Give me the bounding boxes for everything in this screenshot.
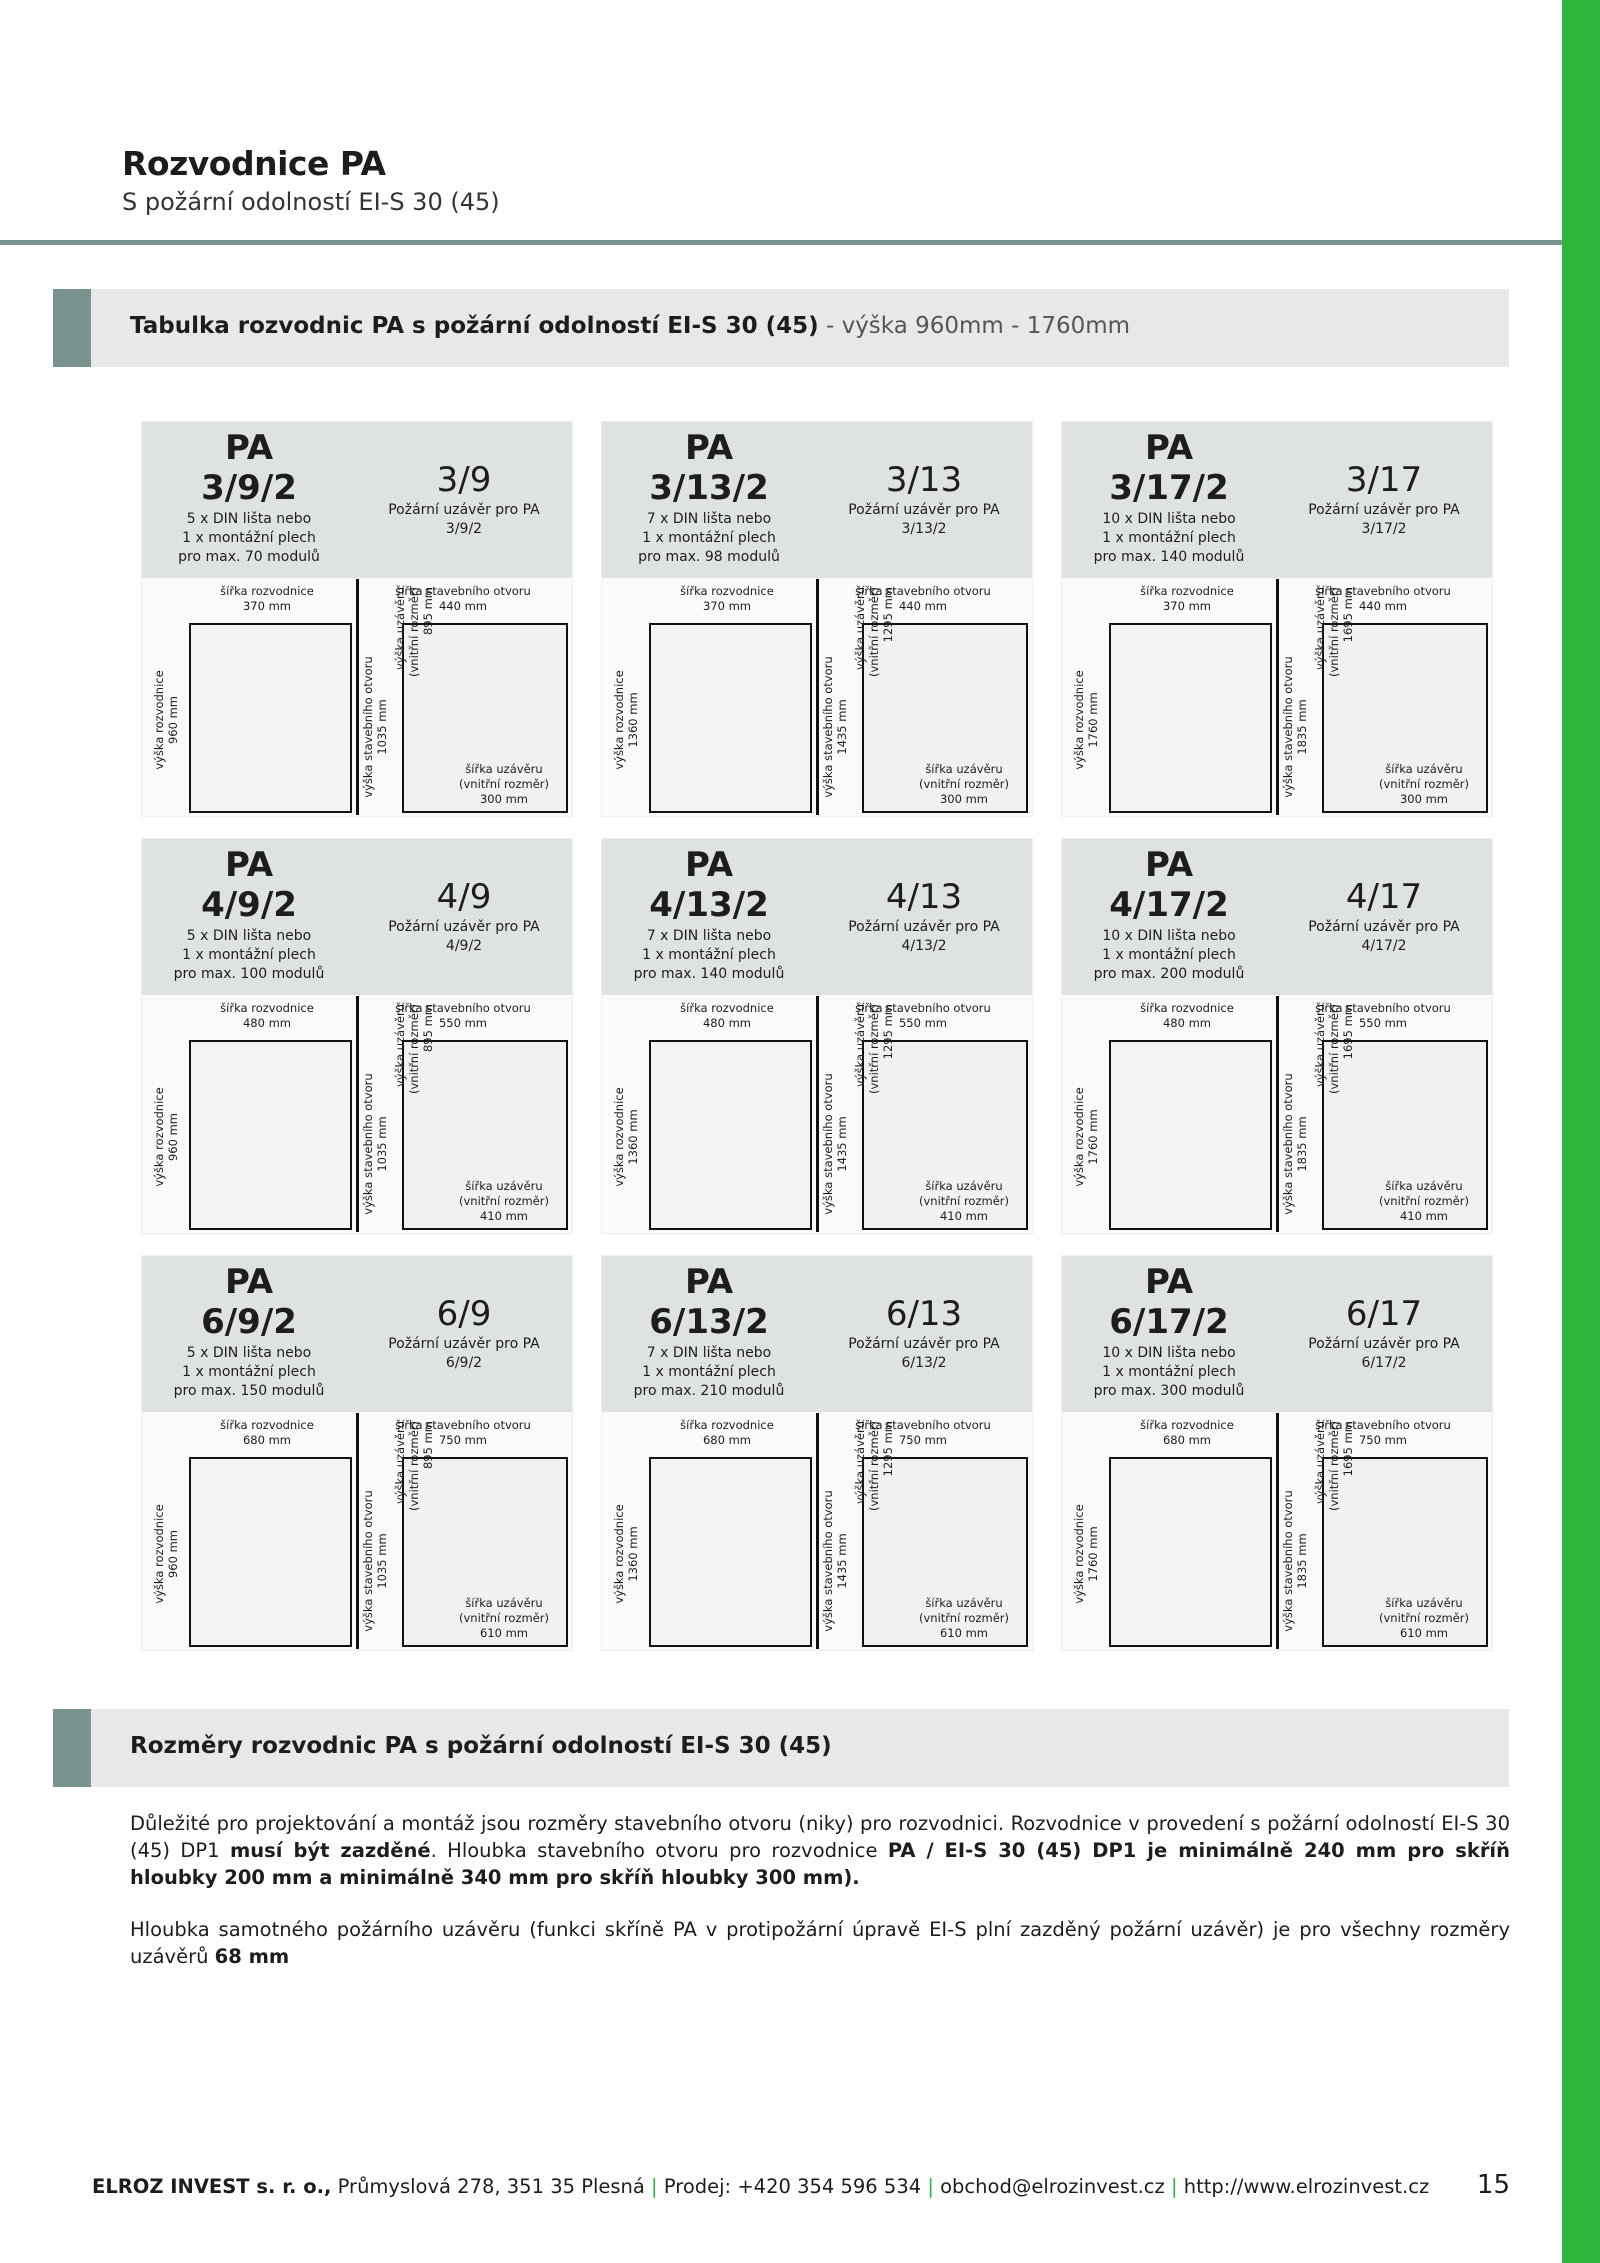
door-height-label: výška uzávěru (vnitřní rozměr) 1295 mm: [853, 1421, 895, 1511]
card-header: [142, 1256, 572, 1412]
board-width-label: šířka rozvodnice 370 mm: [1140, 584, 1234, 613]
fire-door-code: 4/17: [1345, 877, 1423, 917]
door-width-label: šířka uzávěru (vnitřní rozměr) 610 mm: [1379, 1596, 1469, 1640]
fire-door-code: 6/17: [1345, 1294, 1423, 1334]
footer-company: ELROZ INVEST s. r. o.,: [92, 2175, 332, 2198]
door-width-label: šířka uzávěru (vnitřní rozměr) 410 mm: [1379, 1179, 1469, 1223]
card-header: [602, 422, 1032, 578]
pa-label: PA: [224, 845, 274, 885]
opening-width-label: šířka stavebního otvoru 550 mm: [855, 1001, 991, 1030]
dimensions-section-title: Rozměry rozvodnic PA s požární odolností EI-S 30 (45): [130, 1733, 832, 1759]
opening-width-label: šířka stavebního otvoru 750 mm: [855, 1418, 991, 1447]
distribution-board-card: [141, 1255, 573, 1651]
fire-door-code: 4/13: [885, 877, 963, 917]
fire-door-code: 3/9: [436, 460, 492, 500]
table-section-title: [130, 313, 1130, 339]
opening-height-label: výška stavebního otvoru 1435 mm: [821, 656, 849, 798]
board-outline: [649, 1457, 812, 1647]
pa-label: PA: [684, 845, 734, 885]
page-title: Rozvodnice PA: [122, 144, 386, 183]
board-height-label: výška rozvodnice 1360 mm: [612, 670, 640, 770]
board-width-label: šířka rozvodnice 680 mm: [1140, 1418, 1234, 1447]
opening-width-label: šířka stavebního otvoru 550 mm: [1315, 1001, 1451, 1030]
board-description: 7 x DIN lišta nebo 1 x montážní plech pro max. 210 modulů: [633, 1345, 785, 1399]
footer-email[interactable]: obchod@elrozinvest.cz: [933, 2175, 1171, 2198]
board-description: 10 x DIN lišta nebo 1 x montážní plech pro max. 300 modulů: [1093, 1345, 1245, 1399]
pa-label: PA: [224, 428, 274, 468]
board-height-label: výška rozvodnice 960 mm: [152, 1087, 180, 1187]
opening-width-label: šířka stavebního otvoru 440 mm: [855, 584, 991, 613]
opening-height-label: výška stavebního otvoru 1035 mm: [361, 656, 389, 798]
paragraph-opening-dimensions: Důležité pro projektování a montáž jsou rozměry stavebního otvoru (niky) pro rozvodnici. Rozvodnice v provedení s požární odolností EI-S 30 (45) DP1 musí být zazděné. Hloubka stavebního otvoru pro rozvodnice PA / EI-S 30 (45) DP1 je minimálně 240 mm pro skříň hloubky 200 mm a minimálně 340 mm pro skříň hloubky 300 mm).: [130, 1812, 1510, 1889]
fire-door-description: Požární uzávěr pro PA 6/13/2: [848, 1336, 1000, 1371]
board-description: 5 x DIN lišta nebo 1 x montážní plech pro max. 100 modulů: [173, 928, 325, 982]
door-width-label: šířka uzávěru (vnitřní rozměr) 300 mm: [459, 762, 549, 806]
door-width-label: šířka uzávěru (vnitřní rozměr) 300 mm: [919, 762, 1009, 806]
opening-height-label: výška stavebního otvoru 1435 mm: [821, 1073, 849, 1215]
table-section-header: [53, 289, 1509, 367]
card-header: [142, 422, 572, 578]
door-width-label: šířka uzávěru (vnitřní rozměr) 410 mm: [919, 1179, 1009, 1223]
fire-door-code: 4/9: [436, 877, 492, 917]
fire-door-code: 6/9: [436, 1294, 492, 1334]
board-outline: [189, 1040, 352, 1230]
footer-website[interactable]: http://www.elrozinvest.cz: [1177, 2175, 1430, 2198]
opening-edge-line: [1276, 579, 1279, 815]
opening-edge-line: [356, 579, 359, 815]
door-height-label: výška uzávěru (vnitřní rozměr) 1295 mm: [853, 1004, 895, 1094]
fire-door-description: Požární uzávěr pro PA 6/17/2: [1308, 1336, 1460, 1371]
opening-height-label: výška stavebního otvoru 1835 mm: [1281, 1073, 1309, 1215]
pa-label: PA: [684, 428, 734, 468]
card-header: [602, 1256, 1032, 1412]
card-header: [1062, 1256, 1492, 1412]
opening-edge-line: [356, 1413, 359, 1649]
section-accent: [53, 1709, 91, 1787]
opening-edge-line: [356, 996, 359, 1232]
board-description: 10 x DIN lišta nebo 1 x montážní plech pro max. 140 modulů: [1093, 511, 1245, 565]
side-accent-bar: [1562, 0, 1600, 2263]
board-width-label: šířka rozvodnice 370 mm: [220, 584, 314, 613]
distribution-board-card: [601, 1255, 1033, 1651]
card-header: [1062, 422, 1492, 578]
board-height-label: výška rozvodnice 1760 mm: [1072, 670, 1100, 770]
fire-door-description: Požární uzávěr pro PA 6/9/2: [388, 1336, 540, 1371]
fire-door-code: 3/17: [1345, 460, 1423, 500]
board-model: 4/9/2: [201, 885, 297, 925]
door-height-label: výška uzávěru (vnitřní rozměr) 1295 mm: [853, 587, 895, 677]
footer-phone: Prodej: +420 354 596 534: [657, 2175, 928, 2198]
board-height-label: výška rozvodnice 1760 mm: [1072, 1504, 1100, 1604]
board-model: 6/9/2: [201, 1302, 297, 1342]
door-height-label: výška uzávěru (vnitřní rozměr) 1695 mm: [1313, 1004, 1355, 1094]
fire-door-description: Požární uzávěr pro PA 3/17/2: [1308, 502, 1460, 537]
board-description: 5 x DIN lišta nebo 1 x montážní plech pro max. 150 modulů: [173, 1345, 325, 1399]
board-width-label: šířka rozvodnice 370 mm: [680, 584, 774, 613]
board-height-label: výška rozvodnice 960 mm: [152, 1504, 180, 1604]
fire-door-description: Požární uzávěr pro PA 4/9/2: [388, 919, 540, 954]
fire-door-description: Požární uzávěr pro PA 3/9/2: [388, 502, 540, 537]
card-header: [142, 839, 572, 995]
opening-edge-line: [816, 1413, 819, 1649]
door-height-label: výška uzávěru (vnitřní rozměr) 895 mm: [393, 1421, 435, 1511]
opening-height-label: výška stavebního otvoru 1435 mm: [821, 1490, 849, 1632]
distribution-board-card: [141, 421, 573, 817]
board-model: 4/17/2: [1109, 885, 1229, 925]
pa-label: PA: [224, 1262, 274, 1302]
opening-height-label: výška stavebního otvoru 1035 mm: [361, 1073, 389, 1215]
page-number: 15: [1476, 2170, 1510, 2200]
board-height-label: výška rozvodnice 1360 mm: [612, 1087, 640, 1187]
board-width-label: šířka rozvodnice 480 mm: [1140, 1001, 1234, 1030]
board-model: 6/17/2: [1109, 1302, 1229, 1342]
distribution-board-card: [601, 421, 1033, 817]
board-width-label: šířka rozvodnice 680 mm: [220, 1418, 314, 1447]
board-width-label: šířka rozvodnice 680 mm: [680, 1418, 774, 1447]
board-outline: [1109, 1457, 1272, 1647]
distribution-board-card: [1061, 838, 1493, 1234]
door-width-label: šířka uzávěru (vnitřní rozměr) 610 mm: [919, 1596, 1009, 1640]
fire-door-code: 6/13: [885, 1294, 963, 1334]
dimensions-section-header: [53, 1709, 1509, 1787]
opening-width-label: šířka stavebního otvoru 440 mm: [1315, 584, 1451, 613]
distribution-board-card: [601, 838, 1033, 1234]
board-description: 7 x DIN lišta nebo 1 x montážní plech pro max. 98 modulů: [638, 511, 780, 565]
page-subtitle: S požární odolností EI-S 30 (45): [122, 188, 500, 216]
distribution-board-card: [1061, 421, 1493, 817]
opening-width-label: šířka stavebního otvoru 550 mm: [395, 1001, 531, 1030]
opening-edge-line: [816, 996, 819, 1232]
opening-width-label: šířka stavebního otvoru 440 mm: [395, 584, 531, 613]
door-height-label: výška uzávěru (vnitřní rozměr) 1695 mm: [1313, 587, 1355, 677]
board-model: 6/13/2: [649, 1302, 769, 1342]
board-outline: [649, 623, 812, 813]
pa-label: PA: [1144, 428, 1194, 468]
board-outline: [1109, 623, 1272, 813]
fire-door-description: Požární uzávěr pro PA 4/13/2: [848, 919, 1000, 954]
table-section-title-bold: Tabulka rozvodnic PA s požární odolností EI-S 30 (45): [130, 313, 819, 339]
fire-door-description: Požární uzávěr pro PA 4/17/2: [1308, 919, 1460, 954]
pa-label: PA: [1144, 1262, 1194, 1302]
door-width-label: šířka uzávěru (vnitřní rozměr) 300 mm: [1379, 762, 1469, 806]
door-width-label: šířka uzávěru (vnitřní rozměr) 410 mm: [459, 1179, 549, 1223]
board-model: 3/9/2: [201, 468, 297, 508]
board-height-label: výška rozvodnice 1360 mm: [612, 1504, 640, 1604]
board-width-label: šířka rozvodnice 480 mm: [680, 1001, 774, 1030]
card-header: [602, 839, 1032, 995]
board-height-label: výška rozvodnice 960 mm: [152, 670, 180, 770]
pa-label: PA: [684, 1262, 734, 1302]
board-description: 10 x DIN lišta nebo 1 x montážní plech pro max. 200 modulů: [1093, 928, 1245, 982]
opening-edge-line: [1276, 1413, 1279, 1649]
section-accent: [53, 289, 91, 367]
pa-label: PA: [1144, 845, 1194, 885]
card-header: [1062, 839, 1492, 995]
door-height-label: výška uzávěru (vnitřní rozměr) 895 mm: [393, 1004, 435, 1094]
board-model: 3/13/2: [649, 468, 769, 508]
opening-height-label: výška stavebního otvoru 1835 mm: [1281, 656, 1309, 798]
footer: ELROZ INVEST s. r. o., Průmyslová 278, 351 35 Plesná | Prodej: +420 354 596 534 | obchod@elrozinvest.cz | http://www.elrozinvest.cz: [92, 2175, 1430, 2198]
door-width-label: šířka uzávěru (vnitřní rozměr) 610 mm: [459, 1596, 549, 1640]
opening-width-label: šířka stavebního otvoru 750 mm: [395, 1418, 531, 1447]
opening-width-label: šířka stavebního otvoru 750 mm: [1315, 1418, 1451, 1447]
distribution-board-card: [1061, 1255, 1493, 1651]
paragraph-door-depth: Hloubka samotného požárního uzávěru (funkci skříně PA v protipožární úpravě EI-S plní zazděný požární uzávěr) je pro všechny rozměry uzávěrů 68 mm: [130, 1918, 1510, 1968]
footer-address: Průmyslová 278, 351 35 Plesná: [331, 2175, 652, 2198]
fire-door-description: Požární uzávěr pro PA 3/13/2: [848, 502, 1000, 537]
opening-edge-line: [1276, 996, 1279, 1232]
board-outline: [189, 623, 352, 813]
board-model: 4/13/2: [649, 885, 769, 925]
board-outline: [649, 1040, 812, 1230]
board-model: 3/17/2: [1109, 468, 1229, 508]
title-divider: [0, 240, 1562, 245]
board-outline: [189, 1457, 352, 1647]
board-description: 5 x DIN lišta nebo 1 x montážní plech pro max. 70 modulů: [178, 511, 320, 565]
opening-edge-line: [816, 579, 819, 815]
door-height-label: výška uzávěru (vnitřní rozměr) 895 mm: [393, 587, 435, 677]
board-outline: [1109, 1040, 1272, 1230]
opening-height-label: výška stavebního otvoru 1835 mm: [1281, 1490, 1309, 1632]
board-description: 7 x DIN lišta nebo 1 x montážní plech pro max. 140 modulů: [633, 928, 785, 982]
table-section-title-light: - výška 960mm - 1760mm: [818, 313, 1131, 339]
distribution-board-card: [141, 838, 573, 1234]
opening-height-label: výška stavebního otvoru 1035 mm: [361, 1490, 389, 1632]
door-height-label: výška uzávěru (vnitřní rozměr) 1695 mm: [1313, 1421, 1355, 1511]
fire-door-code: 3/13: [885, 460, 963, 500]
board-width-label: šířka rozvodnice 480 mm: [220, 1001, 314, 1030]
board-height-label: výška rozvodnice 1760 mm: [1072, 1087, 1100, 1187]
